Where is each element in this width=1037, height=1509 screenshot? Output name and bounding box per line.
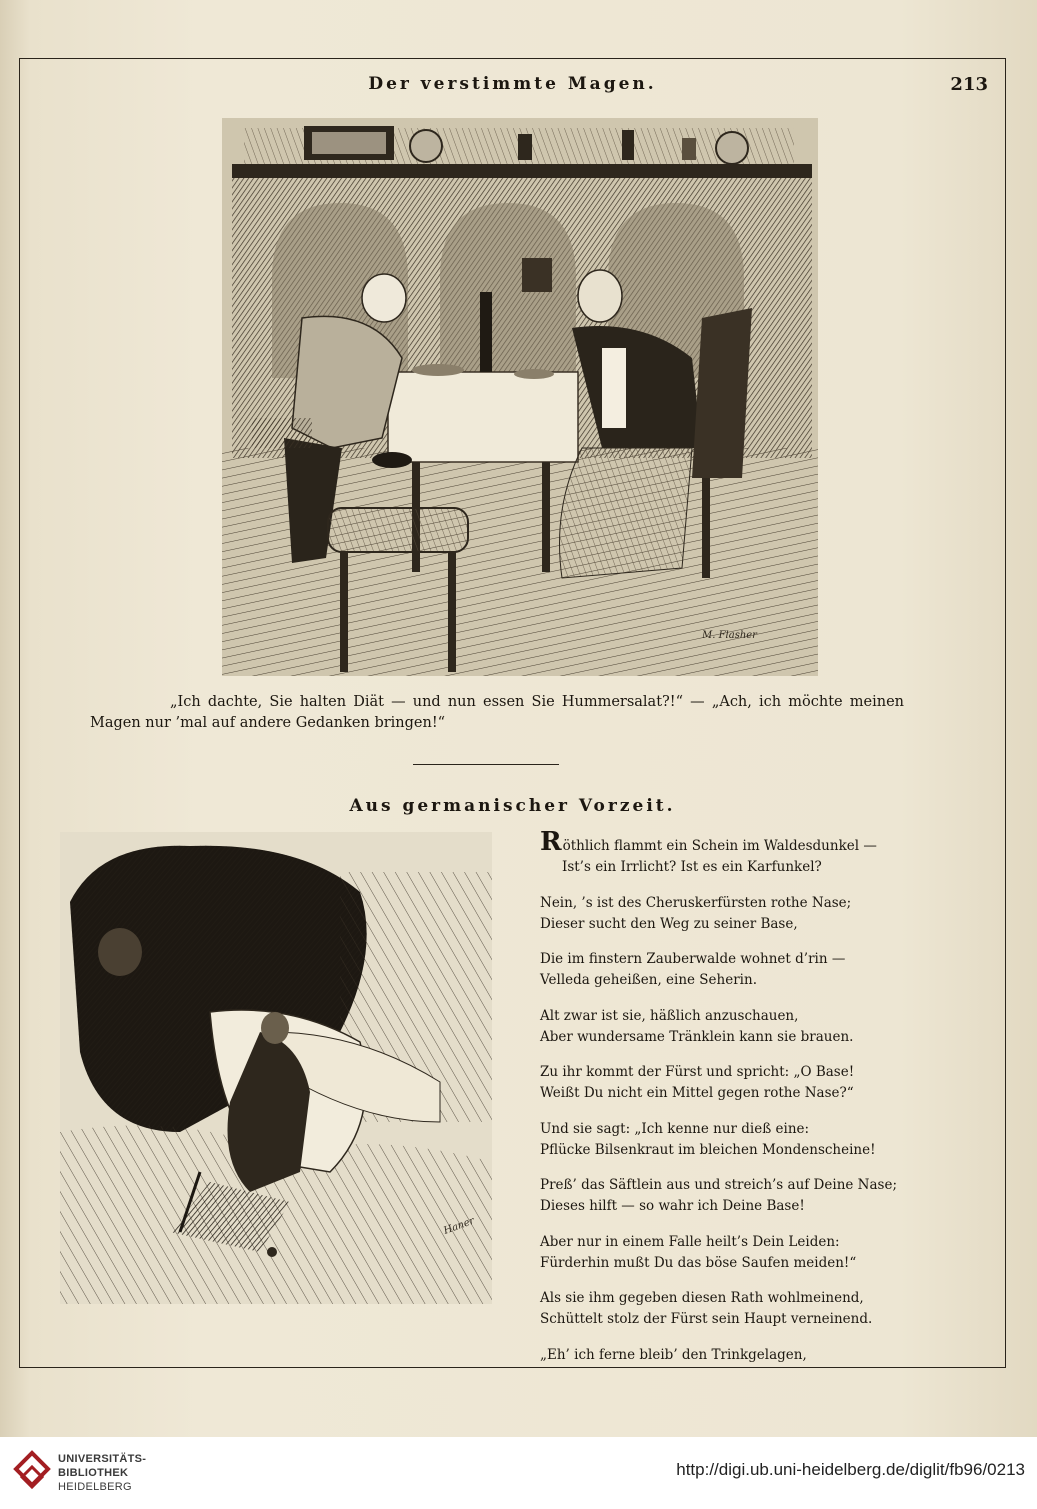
section-divider (413, 764, 559, 765)
poem-line: Schüttelt stolz der Fürst sein Haupt verneinend. (540, 1311, 873, 1327)
poem-line: Weißt Du nicht ein Mittel gegen rothe Nase?“ (540, 1085, 854, 1101)
illustration-caption: „Ich dachte, Sie halten Diät — und nun essen Sie Hummersalat?!“ — „Ach, ich möchte meinen Magen nur ’mal auf andere Gedanken bringen!“ (90, 694, 904, 731)
footer-bar (0, 1437, 1037, 1509)
source-url[interactable]: http://digi.ub.uni-heidelberg.de/diglit/fb96/0213 (676, 1460, 1025, 1479)
drop-cap: R (540, 827, 562, 857)
poem-line: Ist’s ein Irrlicht? Ist es ein Karfunkel? (562, 859, 822, 875)
poem-line: Dieser sucht den Weg zu seiner Base, (540, 915, 798, 932)
poem-line: „Eh’ ich ferne bleib’ den Trinkgelagen, (540, 1346, 807, 1363)
poem-stanza (540, 827, 920, 878)
poem-body (540, 827, 920, 1380)
illustration-signature-bottom: Haner (442, 1215, 476, 1237)
poem-stanza (540, 1345, 920, 1366)
witch-scene-illustration (60, 832, 492, 1304)
poem-line: Als sie ihm gegeben diesen Rath wohlmeinend, (540, 1290, 864, 1306)
poem-line: Die im finstern Zauberwalde wohnet d’rin — (540, 951, 846, 967)
logo-line: UNIVERSITÄTS- (58, 1453, 147, 1465)
poem-stanza (540, 1232, 920, 1274)
poem-line: Aber wundersame Tränklein kann sie brauen. (540, 1028, 854, 1045)
page-header (19, 70, 1006, 100)
poem-stanza (540, 1119, 920, 1161)
page-number: 213 (950, 74, 988, 95)
poem-line: Aber nur in einem Falle heilt’s Dein Leiden: (540, 1233, 840, 1250)
poem-line: Dieses hilft — so wahr ich Deine Base! (540, 1198, 805, 1214)
library-logo-icon (12, 1447, 52, 1499)
poem-line: Pflücke Bilsenkraut im bleichen Mondenscheine! (540, 1141, 876, 1158)
poem-stanza (540, 949, 920, 991)
running-title: Der verstimmte Magen. (368, 74, 657, 94)
illustration-signature: M. Flasher (702, 630, 757, 641)
dining-scene-illustration (222, 118, 818, 676)
poem-stanza (540, 1006, 920, 1048)
logo-line: HEIDELBERG (58, 1481, 132, 1493)
poem-line: Röthlich flammt ein Schein im Waldesdunkel — (540, 827, 877, 857)
poem-stanza (540, 893, 920, 935)
logo-line: BIBLIOTHEK (58, 1467, 129, 1479)
poem-line: Velleda geheißen, eine Seherin. (540, 972, 757, 988)
poem-title: Aus germanischer Vorzeit. (349, 796, 676, 816)
poem-line: Und sie sagt: „Ich kenne nur dieß eine: (540, 1120, 810, 1137)
poem-line: Fürderhin mußt Du das böse Saufen meiden!“ (540, 1254, 857, 1271)
poem-stanza (540, 1062, 920, 1104)
poem-stanza (540, 1288, 920, 1330)
poem-line: Zu ihr kommt der Fürst und spricht: „O Base! (540, 1064, 855, 1080)
poem-line: Preß’ das Säftlein aus und streich’s auf Deine Nase; (540, 1177, 897, 1193)
library-logo-text (58, 1452, 146, 1494)
poem-line: Nein, ’s ist des Cheruskerfürsten rothe Nase; (540, 894, 852, 911)
poem-line: Alt zwar ist sie, häßlich anzuschauen, (540, 1007, 799, 1024)
poem-stanza (540, 1175, 920, 1217)
